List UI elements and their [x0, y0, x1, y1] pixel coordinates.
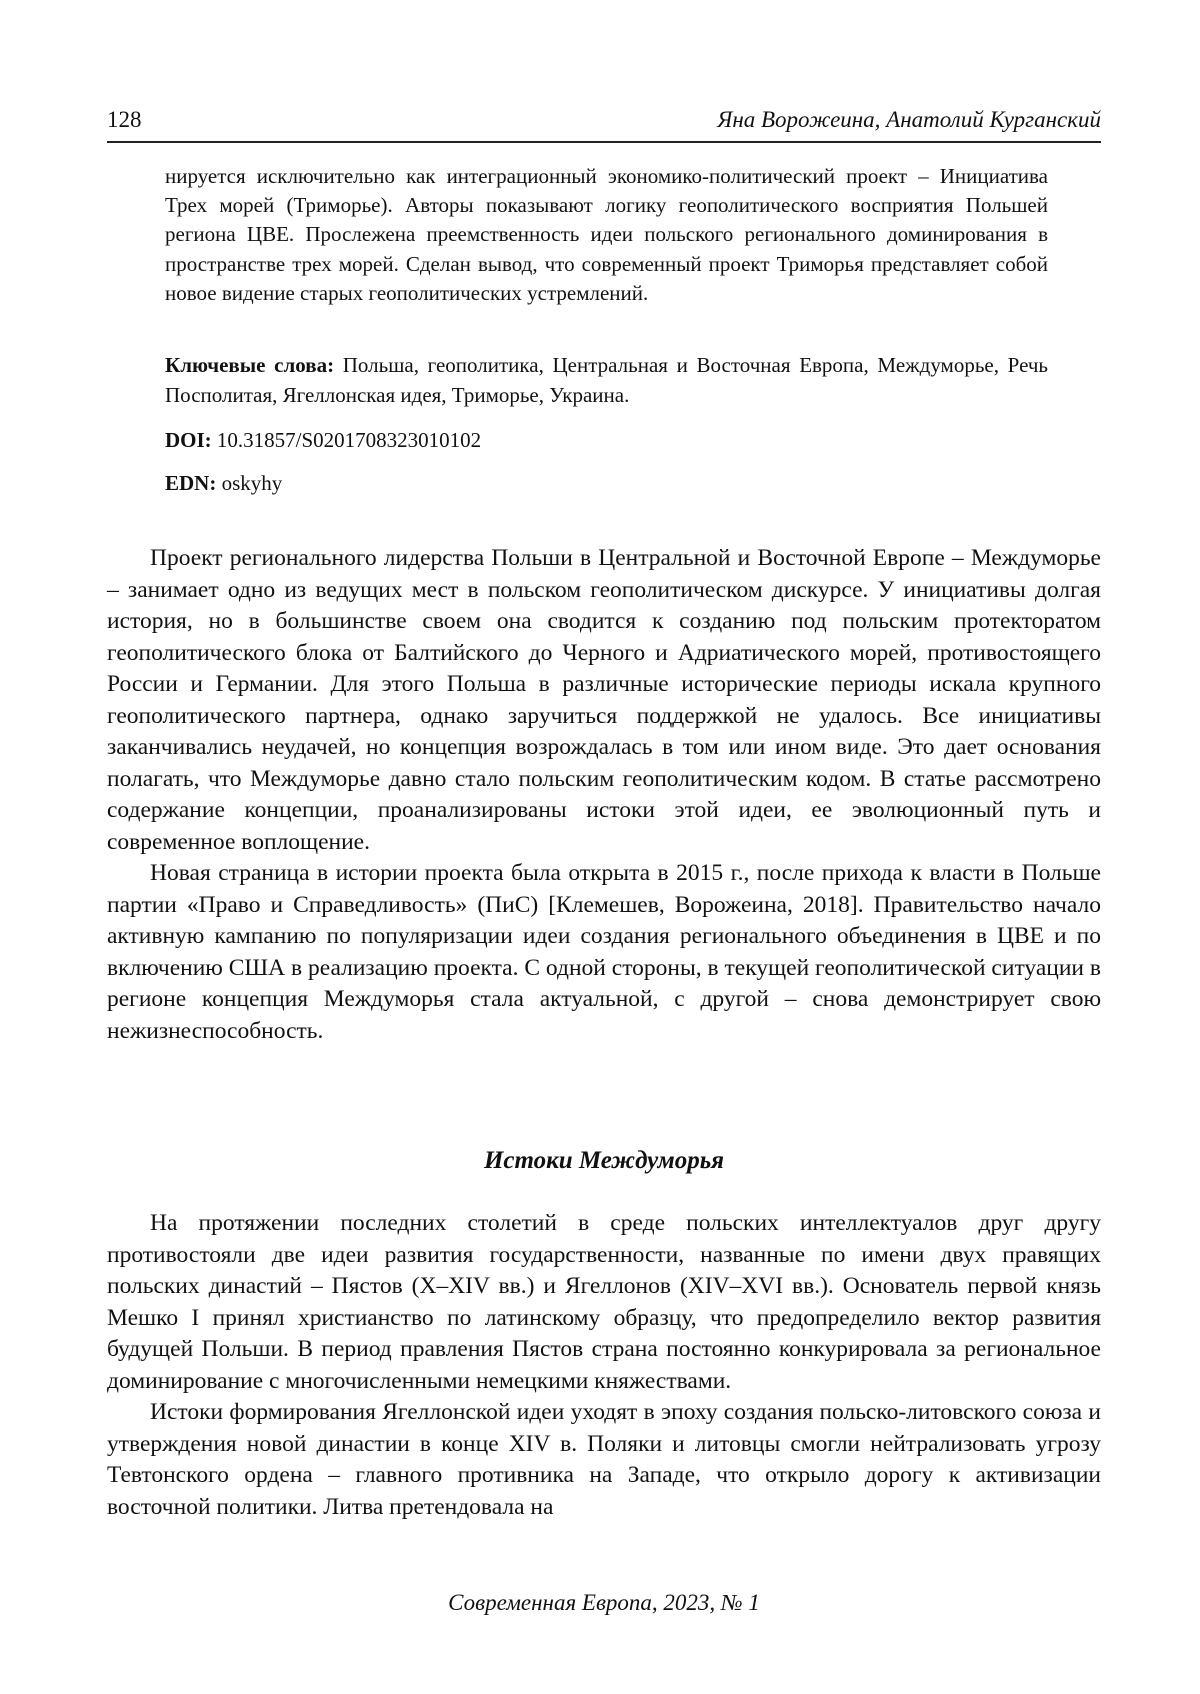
paragraph: Истоки формирования Ягеллонской идеи уходят в эпоху создания польско-литовского союза и утверждения новой династии в конце XIV в. Поляки и литовцы смогли нейтрализовать угрозу Тевтонского ордена – главного противника на Западе, что открыло дорогу к активизации восточной политики. Литва претендовала на: [107, 1399, 1101, 1520]
keywords: [165, 351, 1048, 410]
edn-line: [165, 471, 282, 496]
intro-body: [107, 543, 1101, 1047]
abstract-text: нируется исключительно как интеграционный экономико-политический проект – Инициатива Трех морей (Триморье). Авторы показывают логику геополитического восприятия Польшей региона ЦВЕ. Прослежена преемственность идеи польского регионального доминирования в пространстве трех морей. Сделан вывод, что современный проект Триморья представляет собой новое видение старых геополитических устремлений.: [165, 164, 1048, 305]
running-footer: Современная Европа, 2023, № 1: [448, 1590, 760, 1615]
doi-line: [165, 428, 481, 453]
paragraph: Новая страница в истории проекта была открыта в 2015 г., после прихода к власти в Польше партии «Право и Справедливость» (ПиС) [Клемешев, Ворожеина, 2018]. Правительство начало активную кампанию по популяризации идеи создания регионального объединения в ЦВЕ и по включению США в реализацию проекта. С одной стороны, в текущей геополитической ситуации в регионе концепция Междуморья стала актуальной, с другой – снова демонстрирует свою нежизнеспособность.: [107, 860, 1101, 1044]
abstract: [165, 162, 1048, 308]
section-body: [107, 1208, 1101, 1523]
running-header: [107, 103, 1101, 143]
keywords-text: Польша, геополитика, Центральная и Восточная Европа, Междуморье, Речь Посполитая, Ягеллонская идея, Триморье, Украина.: [165, 353, 1049, 407]
doi-label: DOI:: [165, 428, 212, 452]
page-number: 128: [107, 107, 142, 132]
edn-label: EDN:: [165, 471, 217, 495]
doi-value: 10.31857/S0201708323010102: [216, 428, 482, 452]
header-authors: Яна Ворожеина, Анатолий Курганский: [717, 107, 1101, 132]
paragraph: На протяжении последних столетий в среде польских интеллектуалов друг другу противостояли две идеи развития государственности, названные по имени двух правящих польских династий – Пястов (X–XIV вв.) и Ягеллонов (XIV–XVI вв.). Основатель первой князь Мешко I принял христианство по латинскому образцу, что предопределило вектор развития будущей Польши. В период правления Пястов страна постоянно конкурировала за региональное доминирование с многочисленными немецкими княжествами.: [107, 1210, 1101, 1394]
keywords-label: Ключевые слова:: [165, 353, 335, 377]
paragraph: Проект регионального лидерства Польши в Центральной и Восточной Европе – Междуморье – занимает одно из ведущих мест в польском геополитическом дискурсе. У инициативы долгая история, но в большинстве своем она сводится к созданию под польским протекторатом геополитического блока от Балтийского до Черного и Адриатического морей, противостоящего России и Германии. Для этого Польша в различные исторические периоды искала крупного геополитического партнера, однако заручиться поддержкой не удалось. Все инициативы заканчивались неудачей, но концепция возрождалась в том или ином виде. Это дает основания полагать, что Междуморье давно стало польским геополитическим кодом. В статье рассмотрено содержание концепции, проанализированы истоки этой идеи, ее эволюционный путь и современное воплощение.: [107, 545, 1101, 855]
edn-value: oskyhy: [221, 471, 283, 495]
section-heading: Истоки Междуморья: [483, 1147, 725, 1174]
